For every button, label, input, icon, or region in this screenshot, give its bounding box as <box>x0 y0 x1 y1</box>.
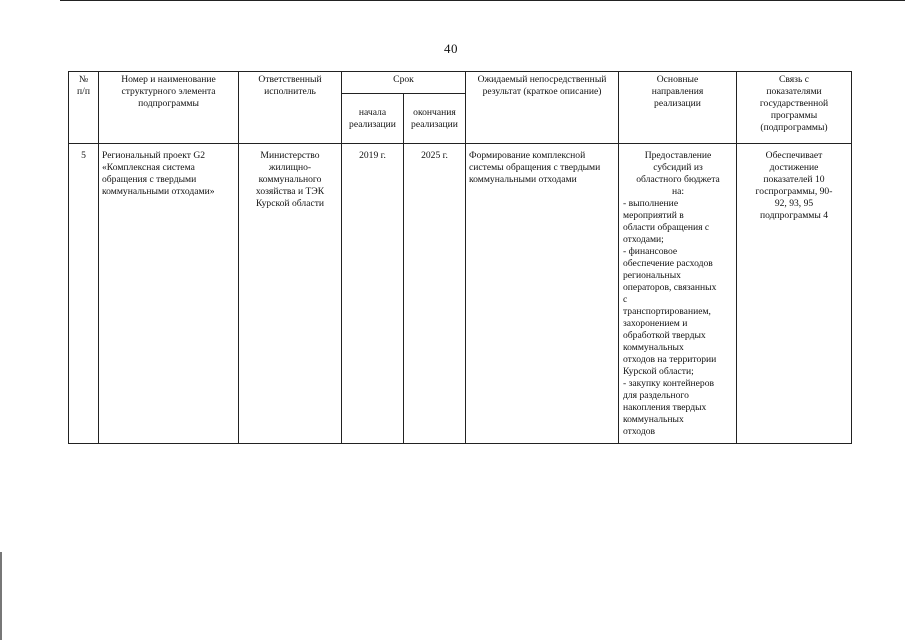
program-table <box>68 71 852 444</box>
header-directions: Основные направления реализации <box>619 72 737 144</box>
header-result: Ожидаемый непосредственный результат (краткое описание) <box>466 72 619 144</box>
header-link: Связь с показателями государственной программы (подпрограммы) <box>737 72 852 144</box>
top-border-line <box>60 0 905 1</box>
table-row <box>69 144 852 444</box>
left-edge-line <box>0 552 2 640</box>
row-end: 2025 г. <box>404 144 466 444</box>
header-term: Срок <box>342 72 466 94</box>
row-link: Обеспечивает достижение показателей 10 госпрограммы, 90- 92, 93, 95 подпрограммы 4 <box>737 144 852 444</box>
row-start: 2019 г. <box>342 144 404 444</box>
row-directions: Предоставление субсидий из областного бюджета на: - выполнение мероприятий в области обращения с отходами; - финансовое обеспечение расходов региональных операторов, связанных с транспортированием, захоронением и обработкой твердых коммунальных отходов на территории Курской области; - закупку контейнеров для раздельного накопления твердых коммунальных отходов <box>619 144 737 444</box>
row-name: Региональный проект G2 «Комплексная система обращения с твердыми коммунальными отходами» <box>99 144 239 444</box>
row-result: Формирование комплексной системы обращения с твердыми коммунальными отходами <box>466 144 619 444</box>
header-end: окончания реализации <box>404 94 466 144</box>
row-num: 5 <box>69 144 99 444</box>
row-responsible: Министерство жилищно- коммунального хозяйства и ТЭК Курской области <box>239 144 342 444</box>
page-number: 40 <box>444 41 458 56</box>
header-name: Номер и наименование структурного элемента подпрограммы <box>99 72 239 144</box>
header-responsible: Ответственный исполнитель <box>239 72 342 144</box>
header-start: начала реализации <box>342 94 404 144</box>
header-num: № п/п <box>69 72 99 144</box>
